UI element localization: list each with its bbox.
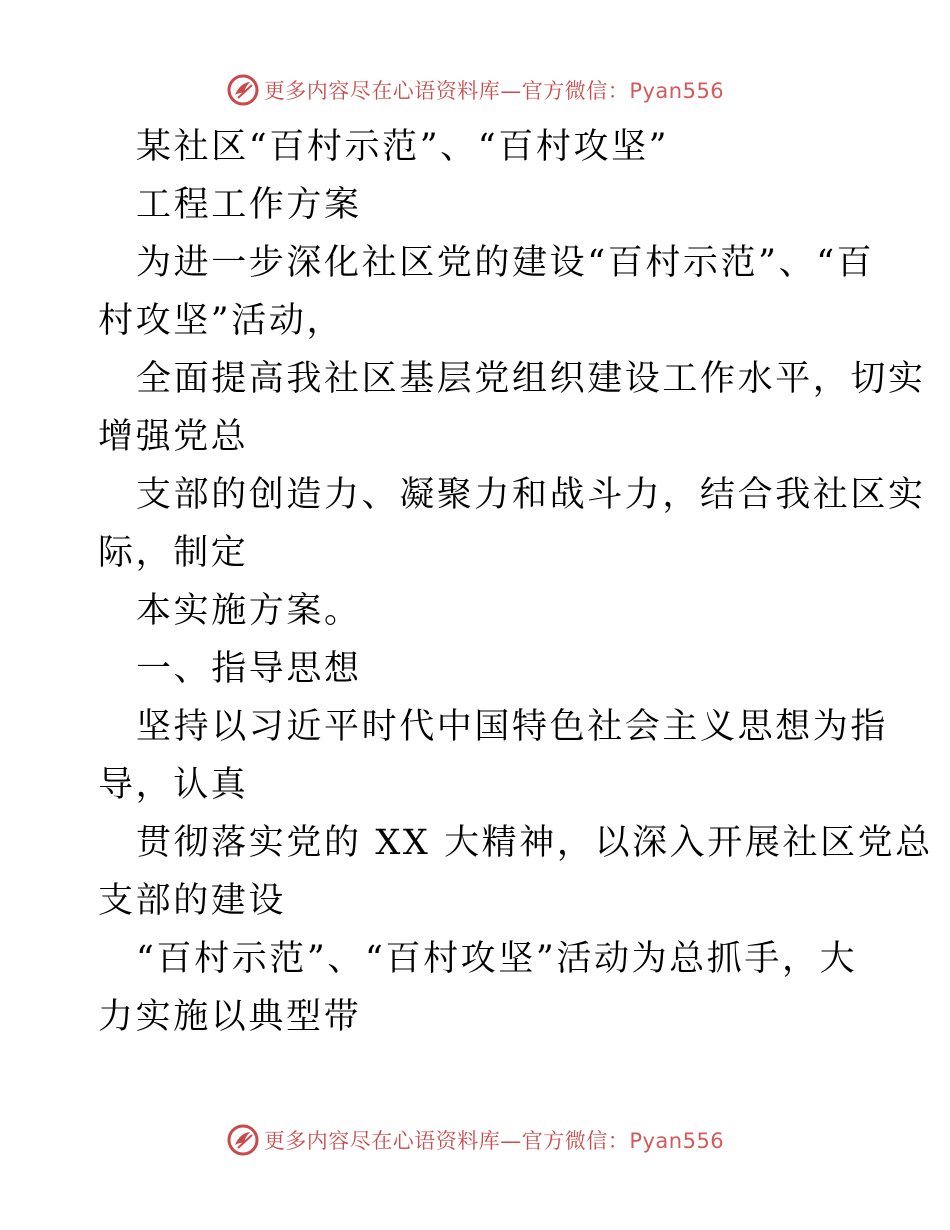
footer-watermark	[0, 1120, 950, 1160]
document-body	[98, 118, 933, 1046]
text-line: 本实施方案。	[136, 591, 362, 631]
text-line: 增强党总	[98, 417, 249, 457]
text-line: 为进一步深化社区党的建设“百村示范”、“百	[136, 243, 875, 283]
text-line: 力实施以典型带	[98, 997, 362, 1037]
watermark-label: 更多内容尽在心语资料库—官方微信：	[263, 1129, 630, 1153]
seal-logo-icon	[226, 1123, 260, 1157]
watermark-text	[264, 1125, 724, 1155]
seal-logo-icon	[226, 73, 260, 107]
text-line: 工程工作方案	[136, 185, 362, 225]
text-line: 全面提高我社区基层党组织建设工作水平，切实	[136, 359, 926, 399]
text-line: 际，制定	[98, 533, 249, 573]
watermark-text	[264, 75, 724, 105]
text-line: 贯彻落实党的 XX 大精神，以深入开展社区党总	[136, 823, 933, 863]
watermark-wechat-id: Pyan556	[629, 1129, 725, 1153]
watermark-label: 更多内容尽在心语资料库—官方微信：	[263, 79, 630, 103]
text-line: 某社区“百村示范”、“百村攻坚”	[136, 127, 670, 167]
text-line: 一、指导思想	[136, 649, 362, 689]
text-line: 支部的创造力、凝聚力和战斗力，结合我社区实	[136, 475, 926, 515]
watermark-wechat-id: Pyan556	[629, 79, 725, 103]
text-line: 村攻坚”活动，	[98, 301, 345, 341]
text-line: 坚持以习近平时代中国特色社会主义思想为指	[136, 707, 889, 747]
text-line: 支部的建设	[98, 881, 287, 921]
header-watermark	[0, 70, 950, 110]
text-line: “百村示范”、“百村攻坚”活动为总抓手，大	[136, 939, 858, 979]
text-line: 导，认真	[98, 765, 249, 805]
